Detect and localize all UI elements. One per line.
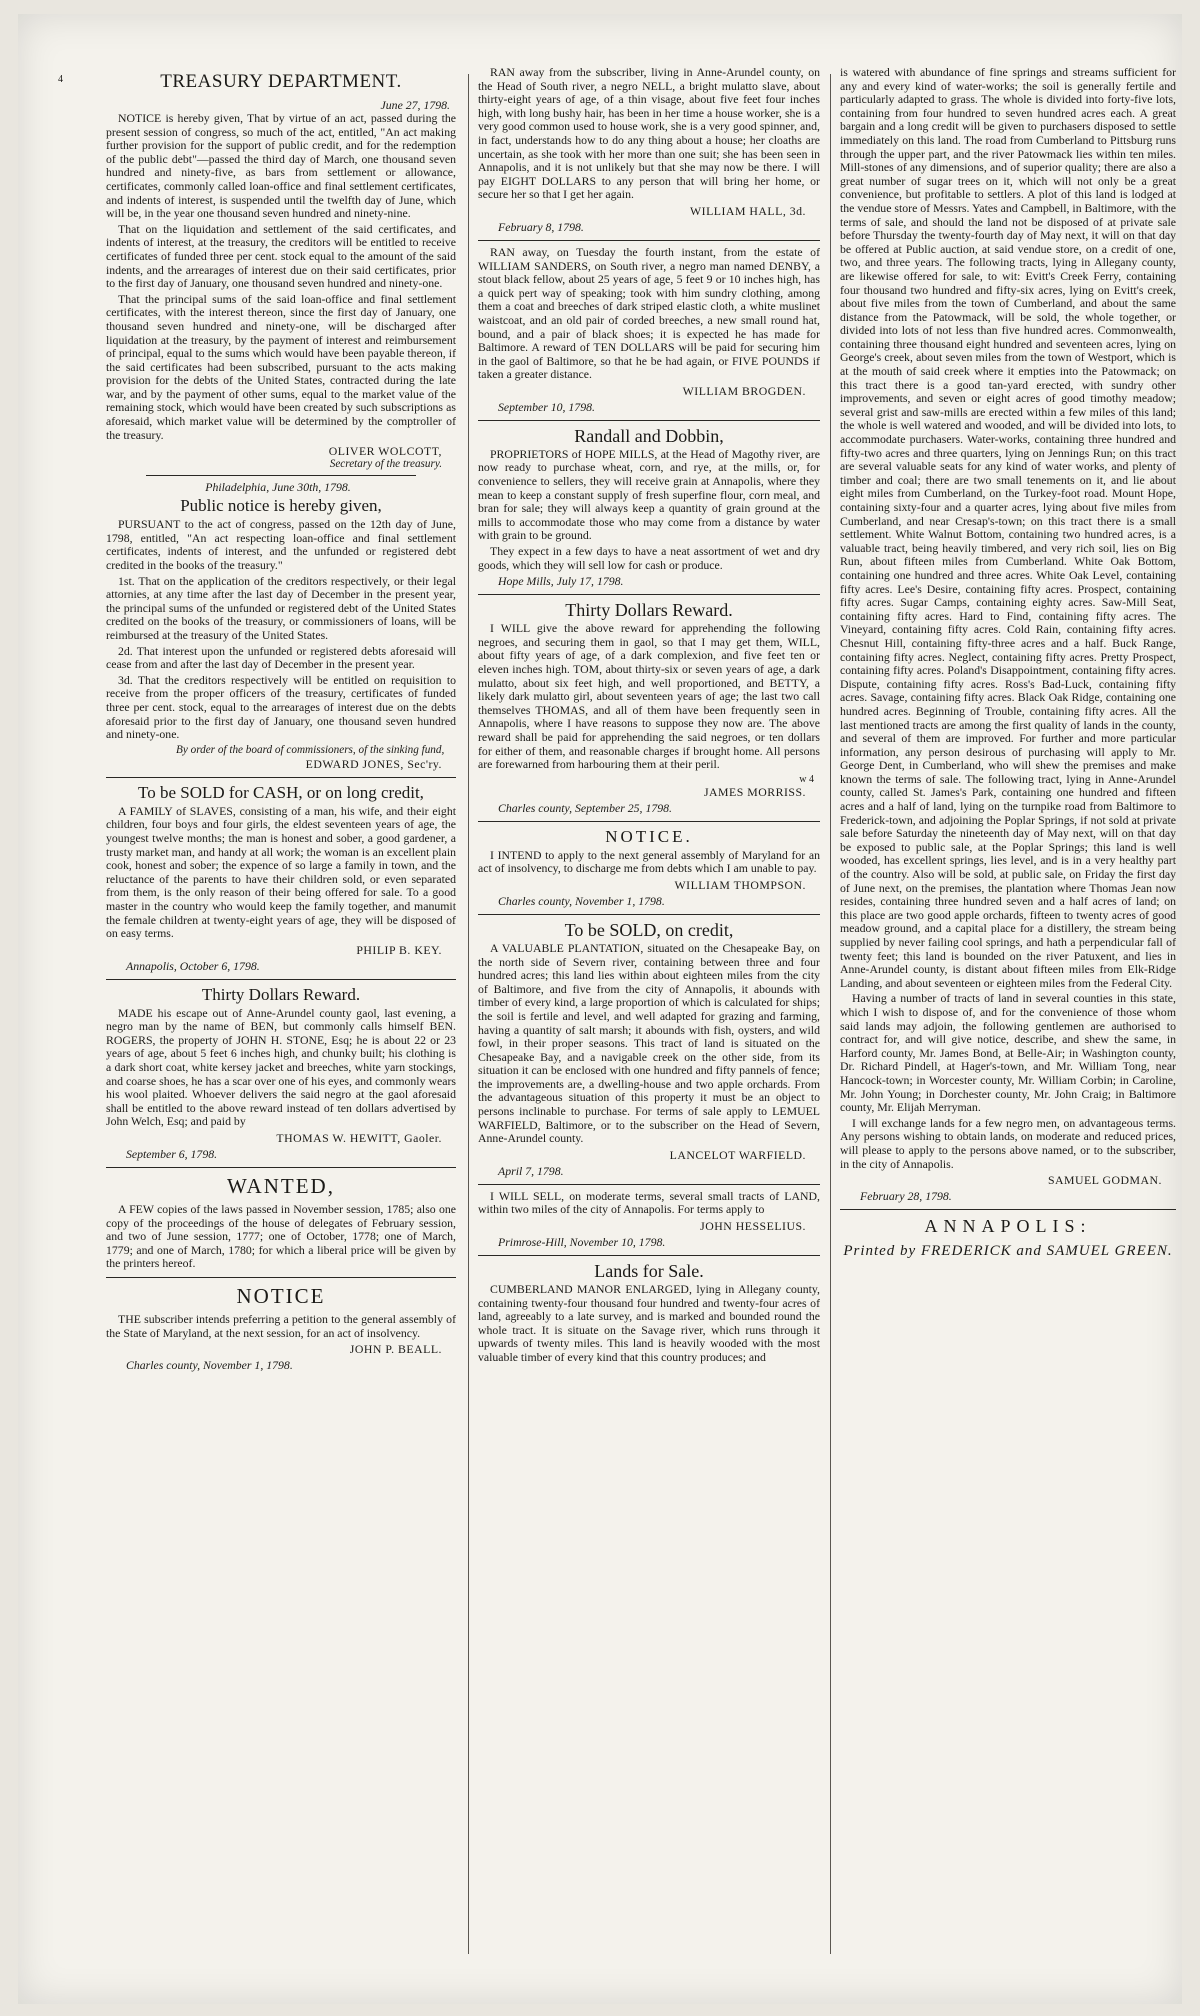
divider xyxy=(478,914,820,915)
divider xyxy=(106,777,456,778)
column-3 xyxy=(840,66,1176,1265)
wanted-para: A FEW copies of the laws passed in November session, 1785; also one copy of the proceedings of the house of delegates of February session, and two of June session, 1777; one of October, 1778; one of March, 1779; and one of March, 1780; for which a liberal price will be given by the printers hereof. xyxy=(106,1202,456,1271)
lands-para: CUMBERLAND MANOR ENLARGED, lying in Allegany county, containing twenty-four thousand four hundred and twenty-four acres of land, agreeably to a late survey, and is marked and bounded round the whole tract. It is situate on the Savage river, which runs through it upwards of twenty miles. This land is heavily wooded with the most valuable timber of every kind that this country produces; and xyxy=(478,1282,820,1364)
thompson-signature: WILLIAM THOMPSON. xyxy=(674,877,806,892)
plantation-signature: LANCELOT WARFIELD. xyxy=(669,1147,806,1162)
public-notice-by-order: By order of the board of commissioners, of the sinking fund, xyxy=(176,743,445,756)
slaves-signature: PHILIP B. KEY. xyxy=(356,942,442,957)
treasury-heading: TREASURY DEPARTMENT. xyxy=(160,71,402,92)
divider xyxy=(106,1277,456,1278)
beall-heading: NOTICE xyxy=(236,1284,326,1308)
public-notice-signature: EDWARD JONES, Sec'ry. xyxy=(305,756,442,771)
column-1 xyxy=(106,66,456,1376)
treasury-para-1: NOTICE is hereby given, That by virtue of an act, passed during the present session of congress, so much of the act, entitled, "An act making further provision for the support of public credit, and for the redemption of the public debt"—passed the third day of March, one thousand seven hundred and ninety-five, as bars from settlement or allowance, certificates, commonly called loan-office and final settlement certificates, and indents of interest, is suspended until the twelfth day of June, which will be, in the year one thousand seven hundred and ninety-nine. xyxy=(106,111,456,221)
nell-para: RAN away from the subscriber, living in Anne-Arundel county, on the Head of South river, a negro NELL, a bright mulatto slave, about thirty-eight years of age, of a thin visage, about five feet four inches high, with long bushy hair, has been in her time a house worker, she is a very good common used to house work, she is a very good spinner, and, in fact, understands how to do any thing about a house; her cloaths are uncertain, as she took with her more than one suit; she has been seen in Annapolis, and it is not unlikely but that she may now be there. I will pay EIGHT DOLLARS to any person that will bring her home, or secure her so that I get her again. xyxy=(478,66,820,202)
slaves-heading: To be SOLD for CASH, or on long credit, xyxy=(138,782,424,802)
beall-para: THE subscriber intends preferring a petition to the general assembly of the State of Maryland, at the next session, for an act of insolvency. xyxy=(106,1312,456,1340)
public-notice-heading: Public notice is hereby given, xyxy=(180,496,382,516)
randall-para-1: PROPRIETORS of HOPE MILLS, at the Head of Magothy river, are now ready to purchase wheat, corn, and rye, at the mills, or, for convenience to sellers, they will receive grain at Annapolis, where they mean to keep a constant supply of fresh superfine flour, corn meal, and bran for sale; they will always keep a quantity of grain ground at the mills to accommodate those who may come from a distance by water with grain to be ground. xyxy=(478,446,820,543)
beall-signature: JOHN P. BEALL. xyxy=(349,1342,442,1357)
morriss-para: I WILL give the above reward for apprehending the following negroes, and securing them in gaol, so that I may get them, WILL, about fifty years of age, of a dark complexion, and five feet ten or eleven inches high. TOM, about thirty-six or seven years of age, a dark mulatto, about six feet high, and well proportioned, and BETTY, a likely dark mulatto girl, about seventeen years of age; the last two call themselves THOMAS, and all of them have been frequently seen in Annapolis, where I have reasons to suppose they now are. The above reward shall be paid for apprehending the said negroes, or ten dollars for either of them, and reasonable charges if brought home. All persons are forewarned from harbouring them at their peril. xyxy=(478,621,820,772)
divider xyxy=(478,821,820,822)
public-notice-para-3: 2d. That interest upon the unfunded or registered debts aforesaid will cease from and after the last day of December in the present year. xyxy=(106,643,456,672)
imprint-place: ANNAPOLIS: xyxy=(924,1216,1092,1237)
divider xyxy=(478,420,820,421)
thompson-date: Charles county, November 1, 1798. xyxy=(498,893,665,908)
lands-heading: Lands for Sale. xyxy=(594,1261,704,1282)
treasury-signature-title: Secretary of the treasury. xyxy=(329,458,442,471)
nell-signature: WILLIAM HALL, 3d. xyxy=(690,203,806,218)
hesselius-signature: JOHN HESSELIUS. xyxy=(700,1219,806,1234)
randall-para-2: They expect in a few days to have a neat assortment of wet and dry goods, which they will sell low for cash or produce. xyxy=(478,544,820,572)
lands-cont-para-2: Having a number of tracts of land in several counties in this state, which I wish to dispose of, and for the convenience of those whom said lands may adjoin, the following gentlemen are authorised to contract for, and will give notice, describe, and shew the same, in Harford county, Mr. James Bond, at Belle-Air; in Washington county, Dr. Richard Pindell, at Hager's-town, and Mr. William Tong, near Hancock-town; in Worcester county, Mr. William Corbin; in Caroline, Mr. John Young; in Dorchester county, Mr. John Craig; in Baltimore county, Mr. Elijah Merryman. xyxy=(840,991,1176,1115)
morriss-signature: JAMES MORRISS. xyxy=(703,784,806,799)
divider xyxy=(840,1209,1176,1210)
denby-para: RAN away, on Tuesday the fourth instant, from the estate of WILLIAM SANDERS, on South river, a negro man named DENBY, a stout black fellow, about 25 years of age, 5 feet 9 or 10 inches high, has a quick pert way of speaking; took with him sundry clothing, among them a coat and breeches of dark striped elastic cloth, a white muslinet waistcoat, and an old pair of corded breeches, a new small round hat, bound, and a pair of black shoes; it is expected he has made for Baltimore. A reward of TEN DOLLARS will be paid for securing him in the gaol of Baltimore, so that he be had again, or FIVE POUNDS if taken a greater distance. xyxy=(478,244,820,382)
hewitt-heading: Thirty Dollars Reward. xyxy=(201,984,361,1004)
slaves-date: Annapolis, October 6, 1798. xyxy=(126,958,260,973)
slaves-para: A FAMILY of SLAVES, consisting of a man, his wife, and their eight children, four boys and four girls, the eldest seventeen years of age, the youngest twelve months; the man is honest and sober, a good gardener, a trusty market man, and handy at all work; the woman is an excellent plain cook, honest and sober; the expence of so large a family in town, and the reluctance of the parents to have their children sold, or even separated from them, is the only reason of their being offered for sale. To a good master in the country who would keep the family together, and manumit the female children at twenty-eight years of age, they will be disposed of on easy terms. xyxy=(106,803,456,941)
newspaper-page xyxy=(18,14,1182,2004)
hesselius-para: I WILL SELL, on moderate terms, several small tracts of LAND, within two miles of the city of Annapolis. For terms apply to xyxy=(478,1188,820,1217)
divider xyxy=(478,594,820,595)
godman-date: February 28, 1798. xyxy=(860,1189,952,1204)
divider xyxy=(106,1167,456,1168)
plantation-para: A VALUABLE PLANTATION, situated on the Chesapeake Bay, on the north side of Severn river, containing between three and four hundred acres; this land lies within about eighteen miles from the city of Baltimore, and five from the city of Annapolis, it abounds with timber of every kind, a large proportion of which is calculated for ships; the soil is fertile and level, and well adapted for grazing and farming, having a quantity of salt marsh; it abounds with fish, oysters, and wild fowl, in their proper seasons. This tract of land is situated on the Chesapeake Bay, and a navigable creek on the other side, from its situation it can be enclosed with one hundred and fifty pannels of fence; the improvements are, a dwelling-house and two apple orchards. From the advantageous situation of this property it must be an object to persons inclinable to purchase. For terms of sale apply to LEMUEL WARFIELD, Baltimore, or to the subscriber on the Head of Severn, Anne-Arundel county. xyxy=(478,940,820,1146)
divider xyxy=(106,979,456,980)
wanted-heading: WANTED, xyxy=(227,1174,335,1199)
column-rule-1 xyxy=(468,74,469,1954)
hesselius-date: Primrose-Hill, November 10, 1798. xyxy=(498,1235,666,1250)
hewitt-signature: THOMAS W. HEWITT, Gaoler. xyxy=(276,1131,442,1146)
hewitt-date: September 6, 1798. xyxy=(126,1147,218,1162)
plantation-date: April 7, 1798. xyxy=(498,1163,564,1178)
treasury-para-2: That on the liquidation and settlement of the said certificates, and indents of interest, at the treasury, the creditors will be entitled to receive certificates of funded three per cent. stock equal to the amount of the said indents, and the arrearages of interest due on their said certificates, prior to the first day of January, one thousand seven hundred and ninety-one. xyxy=(106,221,456,291)
divider xyxy=(478,240,820,241)
randall-heading: Randall and Dobbin, xyxy=(574,425,724,446)
treasury-signature: OLIVER WOLCOTT, xyxy=(328,444,442,459)
lands-cont-para-3: I will exchange lands for a few negro men, on advantageous terms. Any persons wishing to obtain lands, on moderate and reduced prices, will please to apply to the persons above named, or to the subscriber, in the city of Annapolis. xyxy=(840,1115,1176,1171)
column-2 xyxy=(478,66,820,1367)
thompson-heading: NOTICE. xyxy=(605,826,693,846)
public-notice-para-4: 3d. That the creditors respectively will be entitled on requisition to receive from the proper officers of the treasury, certificates of funded three per cent. stock, equal to the arrearages of interest due on the debts aforesaid prior to the first day of January, one thousand seven hundred and ninety-one. xyxy=(106,672,456,742)
morriss-mark: w 4 xyxy=(799,773,814,785)
divider xyxy=(146,475,416,476)
public-notice-dateline: Philadelphia, June 30th, 1798. xyxy=(205,480,351,495)
plantation-heading: To be SOLD, on credit, xyxy=(564,919,734,940)
public-notice-para-2: 1st. That on the application of the creditors respectively, or their legal attornies, at any time after the last day of December in the present year, the principal sums of the unfunded or registered debt of the United States credited on the books of the treasury, or commissioners of loans, will be reimbursed at the treasury of the United States. xyxy=(106,573,456,642)
imprint-printer: Printed by FREDERICK and SAMUEL GREEN. xyxy=(843,1243,1173,1260)
hewitt-para: MADE his escape out of Anne-Arundel county gaol, last evening, a negro man by the name of BEN, but commonly calls himself BEN. ROGERS, the property of JOHN H. STONE, Esq; he is about 22 or 23 years of age, about 5 feet 6 inches high, and chunky built; his clothing is a dark short coat, white kersey jacket and breeches, white yarn stockings, and coarse shoes, he has a scar over one of his eyes, and commonly wears his wool plaited. Whoever delivers the said negro at the gaol aforesaid shall be entitled to the above reward instead of ten dollars advertised by John Welch, Esq; and paid by xyxy=(106,1005,456,1129)
treasury-para-3: That the principal sums of the said loan-office and final settlement certificates, with the interest thereon, since the first day of January, one thousand seven hundred and ninety-one, will be discharged after liquidation at the treasury, by the payment of interest and reimbursement of principal, equal to the sums which would have been payable thereon, if the said certificates had been subscribed, pursuant to the acts making provision for the debts of the United States, contracted during the late war, and by the payment of other sums, equal to the market value of the remaining stock, which would have been created by such subscriptions as aforesaid, which market value will be determined by the comptroller of the treasury. xyxy=(106,291,456,442)
nell-date: February 8, 1798. xyxy=(498,219,584,234)
morriss-date: Charles county, September 25, 1798. xyxy=(498,800,672,815)
thompson-para: I INTEND to apply to the next general assembly of Maryland for an act of insolvency, to discharge me from debts which I am unable to pay. xyxy=(478,847,820,876)
public-notice-para-1: PURSUANT to the act of congress, passed on the 12th day of June, 1798, entitled, "An act respecting loan-office and final settlement certificates, indents of interest, and the unfunded or registered debt credited in the books of the treasury." xyxy=(106,517,456,573)
denby-date: September 10, 1798. xyxy=(498,399,595,414)
randall-date: Hope Mills, July 17, 1798. xyxy=(498,574,624,589)
lands-cont-para-1: is watered with abundance of fine springs and streams sufficient for any and every kind of water-works; the soil is generally fertile and particularly adapted to grass. The whole is divided into forty-five lots, containing from four hundred to seven hundred acres each. A great bargain and a long credit will be given to purchasers disposed to settle immediately on this land. The road from Cumberland to Pittsburg runs through the upper part, and the river Patowmack lies within ten miles. Mill-stones of any dimensions, and of superior quality; there are also a great number of sugar trees on it, which will not only be a great convenience, but profitable to settlers. A plot of this land is lodged at the vendue store of Messrs. Yates and Campbell, in Baltimore, with the terms of sale, and should the land not be disposed of at private sale before Thursday the twenty-fourth day of May next, it will on that day be offered at Public auction, at said vendue store, on a credit of one, two, and three years. The following tracts, lying in Allegany county, are likewise offered for sale, to wit: Evitt's Creek Ferry, containing four thousand two hundred and fifty-six acres, lying on Evitt's creek, about five miles from the town of Cumberland, and about the same distance from the Patowmack, will be sold, the whole together, or divided into lots of not less than five hundred acres. Commonwealth, containing three thousand eight hundred and seventeen acres, lying on George's creek, about seven miles from the town of Westport, which is at the mouth of said creek where it empties into the Patowmack; on this tract there is a good tan-yard erected, with sundry other improvements, and seven or eight acres of good timothy meadow; several grist and saw-mills are erected within a few miles of this land; the whole is well watered and wooded, and will be divided into lots, to accommodate purchasers. Water-works, containing three hundred and fifty-two acres and three quarters, lying on Jennings Run; on this tract are several valuable seats for any kind of water works, and plenty of timber and coal; there are two small tenements on it, and lie about eight miles from Cumberland, on the Turkey-foot road. Mount Hope, containing sixty-four and a quarter acres, lying about five miles from Cumberland, and near Cresap's-town; on this tract there is a small settlement. White Walnut Bottom, containing two hundred acres, is a valuable tract, being heavily timbered, and very rich soil, lies on Big Run, about fifteen miles from Cumberland. White Oak Bottom, containing one hundred and three acres. White Oak Level, containing fifty acres. Lee's Desire, containing fifty acres. Prospect, containing fifty acres. Sugar Camps, containing eighty acres. Saw-Mill Seat, containing fifty acres. Hard to Find, containing fifty acres. The Vineyard, containing fifty acres. Cold Rain, containing fifty acres. Chesnut Hill, containing fifty-three acres and a half. Buck Range, containing fifty acres. Neglect, containing fifty acres. Pretty Prospect, containing fifty acres. Poland's Disappointment, containing fifty acres. Dispute, containing fifty acres. Ross's Bad-Luck, containing fifty acres. Savage, containing fifty acres. Black Oak Ridge, containing one hundred acres. Beginning of Trouble, containing fifty acres. All the last mentioned tracts are among the first quality of lands in the county, and several of them are improved. For further and more particular information, any person desirous of purchasing will apply to Mr. George Dent, in Cumberland, who will shew the premises and make known the terms of sale. The following tract, lying in Anne-Arundel county, called St. James's Park, containing one hundred and fifteen acres and a half of land, lying on the turnpike road from Baltimore to Frederick-town, and adjoining the Poplar Springs, if not sold at private sale before Saturday the nineteenth day of May next, will on that day be exposed to public sale, at the Poplar Springs; this land is well wooded, has excellent springs, lies level, and is in a very healthy part of the country. Also will be sold, at public sale, on Friday the first day of June next, on the premises, the plantation where Thomas Jean now resides, containing three hundred seven and a half acres of land; on this place are two good apple orchards, fifteen to twenty acres of good meadow ground, and a capital place for a distillery, the stream being supplied by never failing cool springs, and hath a perpendicular fall of twenty feet; this land is bounded on the river Patuxent, and lies in Anne-Arundel county, is distant about fifteen miles from Elk-Ridge Landing, and about seventeen or eighteen miles from the Federal City. xyxy=(840,66,1176,990)
page-number: 4 xyxy=(58,74,63,85)
morriss-heading: Thirty Dollars Reward. xyxy=(565,600,733,621)
column-rule-2 xyxy=(830,74,831,1954)
beall-date: Charles county, November 1, 1798. xyxy=(126,1358,293,1373)
treasury-date: June 27, 1798. xyxy=(380,98,450,112)
denby-signature: WILLIAM BROGDEN. xyxy=(682,383,806,398)
divider xyxy=(478,1255,820,1256)
godman-signature: SAMUEL GODMAN. xyxy=(1047,1173,1162,1188)
divider xyxy=(478,1184,820,1185)
